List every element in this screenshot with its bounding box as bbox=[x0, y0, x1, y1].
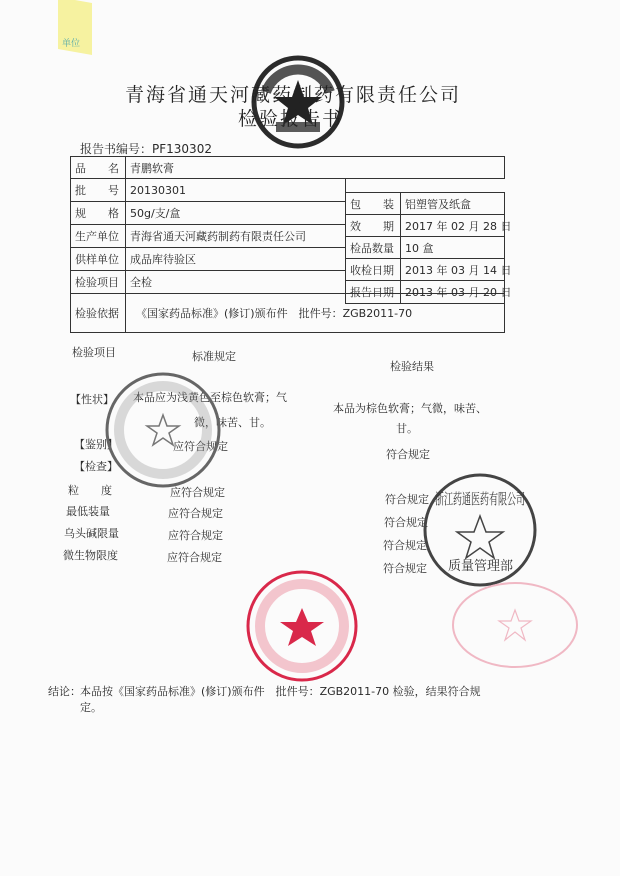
item-identification: 【鉴别】 bbox=[74, 438, 118, 451]
gray-quality-stamp bbox=[100, 370, 230, 500]
value-test-items: 全检 bbox=[125, 270, 346, 294]
header-item: 检验项目 bbox=[72, 346, 116, 359]
value-report-date: 2013 年 03 月 20 日 bbox=[400, 280, 505, 304]
standard-appearance-cont: 微，味苦、甘。 bbox=[194, 416, 271, 429]
zhejiang-stamp-text: 浙江药通医药有限公司 bbox=[435, 490, 525, 508]
label-batch-no: 批 号 bbox=[70, 178, 126, 202]
conclusion-label: 结论： bbox=[48, 685, 81, 698]
result-min-fill: 符合规定 bbox=[384, 516, 428, 529]
standard-microbial-limit: 应符合规定 bbox=[167, 551, 222, 564]
report-number-value: PF130302 bbox=[152, 142, 212, 156]
item-min-fill: 最低装量 bbox=[66, 505, 110, 518]
standard-min-fill: 应符合规定 bbox=[168, 507, 223, 520]
value-batch-no: 20130301 bbox=[125, 178, 346, 202]
standard-appearance: 本品应为浅黄色至棕色软膏；气 bbox=[133, 391, 287, 404]
value-quantity: 10 盒 bbox=[400, 236, 505, 259]
value-receive-date: 2013 年 03 月 14 日 bbox=[400, 258, 505, 281]
value-supplier: 成品库待验区 bbox=[125, 247, 346, 271]
item-microbial-limit: 微生物限度 bbox=[63, 549, 118, 562]
label-packaging: 包 装 bbox=[345, 192, 401, 215]
standard-particle-size: 应符合规定 bbox=[170, 486, 225, 499]
label-supplier: 供样单位 bbox=[70, 247, 126, 271]
standard-identification: 应符合规定 bbox=[173, 440, 228, 453]
label-quantity: 检品数量 bbox=[345, 236, 401, 259]
conclusion-text-cont: 定。 bbox=[80, 701, 102, 714]
value-manufacturer: 青海省通天河藏药制药有限责任公司 bbox=[125, 224, 346, 248]
red-quality-stamp bbox=[244, 568, 360, 684]
conclusion-text: 本品按《国家药品标准》(修订)颁布件 批件号：ZGB2011-70 检验，结果符合规 bbox=[80, 685, 481, 698]
value-product-name: 青鹏软膏 bbox=[125, 156, 505, 179]
label-test-items: 检验项目 bbox=[70, 270, 126, 294]
item-inspection: 【检查】 bbox=[74, 460, 118, 473]
label-receive-date: 收检日期 bbox=[345, 258, 401, 281]
sticky-note-text: 单位 bbox=[62, 39, 81, 49]
result-appearance: 本品为棕色软膏；气微，味苦、 bbox=[333, 402, 487, 415]
value-spec: 50g/支/盒 bbox=[125, 201, 346, 225]
item-particle-size: 粒 度 bbox=[68, 484, 112, 497]
label-basis: 检验依据 bbox=[70, 293, 126, 333]
result-microbial-limit: 符合规定 bbox=[383, 562, 427, 575]
label-report-date: 报告日期 bbox=[345, 280, 401, 304]
result-particle-size: 符合规定 bbox=[385, 493, 429, 506]
report-number-label: 报告书编号： bbox=[80, 142, 153, 156]
standard-aconitine-limit: 应符合规定 bbox=[168, 529, 223, 542]
label-product-name: 品 名 bbox=[70, 156, 126, 179]
item-aconitine-limit: 乌头碱限量 bbox=[64, 527, 119, 540]
header-standard: 标准规定 bbox=[192, 350, 236, 363]
zhejiang-quality-stamp bbox=[420, 470, 540, 590]
zhejiang-stamp-dept: 质量管理部 bbox=[448, 559, 514, 574]
header-result: 检验结果 bbox=[390, 360, 434, 373]
result-aconitine-limit: 符合规定 bbox=[383, 539, 427, 552]
company-title: 青海省通天河藏药制药有限责任公司 bbox=[125, 84, 462, 106]
document-title: 检验报告书 bbox=[238, 108, 344, 130]
report-number bbox=[80, 140, 212, 157]
value-packaging: 铝塑管及纸盒 bbox=[400, 192, 505, 215]
label-spec: 规 格 bbox=[70, 201, 126, 225]
value-expiry: 2017 年 02 月 28 日 bbox=[400, 214, 505, 237]
result-identification: 符合规定 bbox=[386, 448, 430, 461]
label-manufacturer: 生产单位 bbox=[70, 224, 126, 248]
result-appearance-cont: 甘。 bbox=[396, 422, 418, 435]
label-expiry: 效 期 bbox=[345, 214, 401, 237]
value-basis: 《国家药品标准》(修订)颁布件 批件号：ZGB2011-70 bbox=[125, 293, 505, 333]
faded-pink-stamp bbox=[450, 580, 580, 670]
item-appearance: 【性状】 bbox=[70, 393, 114, 406]
